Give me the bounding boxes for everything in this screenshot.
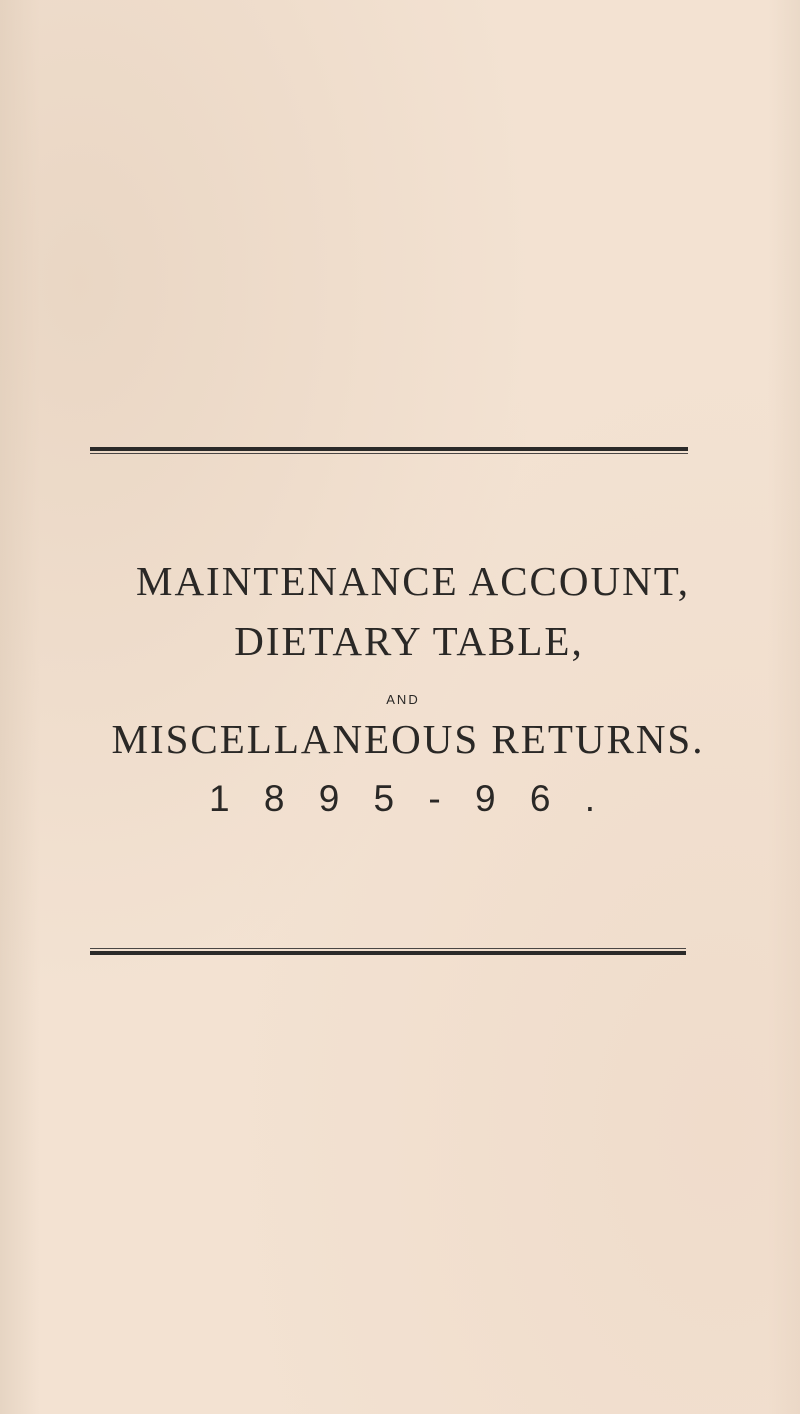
bottom-double-rule: [90, 948, 686, 955]
top-rule-thick: [90, 447, 688, 451]
bottom-rule-thick: [90, 951, 686, 955]
title-line-miscellaneous-returns: MISCELLANEOUS RETURNS.: [111, 716, 705, 762]
title-line-maintenance-account: MAINTENANCE ACCOUNT,: [135, 558, 690, 604]
top-double-rule: [90, 447, 688, 454]
title-year: 1 8 9 5 - 9 6 .: [208, 778, 608, 819]
title-line-dietary-table: DIETARY TABLE,: [234, 618, 584, 664]
top-rule-thin: [90, 453, 688, 454]
bottom-rule-thin: [90, 948, 686, 949]
title-connector-and: AND: [386, 692, 420, 707]
